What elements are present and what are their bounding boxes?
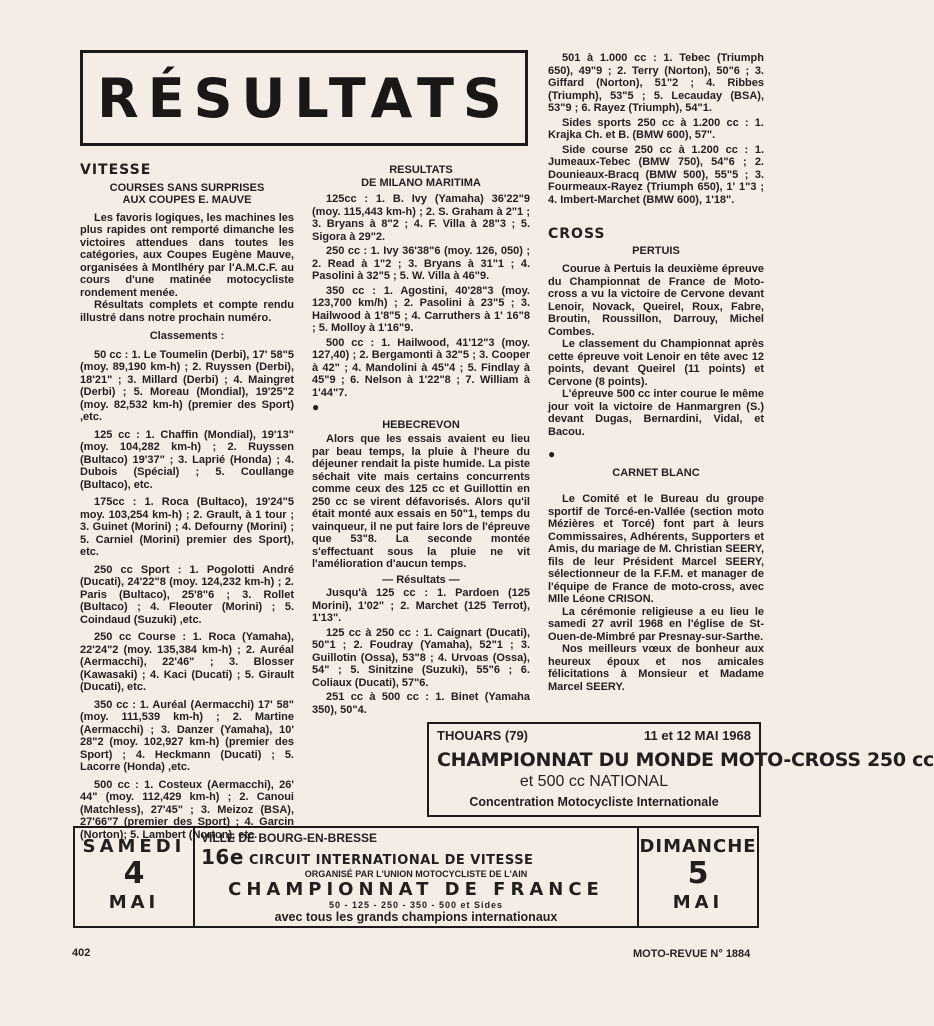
result-side-course: Side course 250 cc à 1.200 cc : 1. Jumeaux-Tebec (BMW 750), 54"6 ; 2. Dounieaux-Bracq (BMW 500), 55"5 ; 3. Fourmeaux-Rayez (Triumph 650), 1' 1"3 ; 4. Imbert-Marchet (BMW 600), 1'18".	[548, 143, 764, 206]
result-125cc: 125 cc : 1. Chaffin (Mondial), 19'13" (moy. 104,282 km-h) ; 2. Ruyssen (Bultaco) 19'37" ; 3. Laprié (Honda) ; 4. Dubois (Spécial) ; 5. Coullange (Bultaco), etc.	[80, 428, 294, 491]
ad-left-num: 4	[123, 856, 145, 891]
hebecrevon-text: Alors que les essais avaient eu lieu par beau temps, la pluie à l'heure du déjeuner rendait la piste humide. La piste séchait vite mais certains concurrents comme ceux des 125 cc et Guillottin en 250 cc se virent défavorisés. Alors qu'il était monté aux essais en 50"1, temps du vainqueur, il ne put faire lors de l'épreuve que 53"8. La seconde montée s'effectuant sous la pluie ne vit l'amélioration d'aucun temps.	[312, 433, 530, 570]
ad-thouars-title: CHAMPIONNAT DU MONDE MOTO-CROSS 250 cc	[437, 749, 934, 771]
hebecrevon-result-125: Jusqu'à 125 cc : 1. Pardoen (125 Morini), 1'02" ; 2. Marchet (125 Terrot), 1'13".	[312, 587, 530, 624]
ad-left-day: SAMEDI	[82, 836, 186, 857]
pertuis-p2: Le classement du Championnat après cette épreuve voit Lenoir en tête avec 12 points, devant Queirel (11 points) et Cervone (8 points).	[548, 338, 764, 388]
left-classements: Classements :	[149, 330, 225, 342]
pertuis-head: PERTUIS	[632, 244, 680, 257]
issue-number: MOTO-REVUE N° 1884	[633, 948, 751, 960]
result-500cc: 500 cc : 1. Costeux (Aermacchi), 26' 44" (moy. 112,429 km-h) ; 2. Canoui (Matchless), 27'45" ; 3. Meizoz (BSA), 27'66"7 (premier des Sport) ; 4. Garcin (Norton); 5. Lambert (Norton), etc.	[80, 778, 294, 841]
separator-dot: ●	[312, 400, 320, 414]
ad-thouars	[427, 722, 934, 817]
result-250cc-sport: 250 cc Sport : 1. Pogolotti André (Ducati), 24'22"8 (moy. 124,232 km-h) ; 2. Paris (Bultaco), 25'8"6 ; 3. Rollet (Bultaco) ; 4. Fleouter (Morini) ; 5. Coindaud (Suzuki) ,etc.	[80, 563, 294, 626]
title-box	[80, 50, 528, 146]
carnet-head: CARNET BLANC	[612, 466, 700, 479]
left-subtitle-2: AUX COUPES E. MAUVE	[122, 194, 252, 206]
result-250cc-course: 250 cc Course : 1. Roca (Yamaha), 22'24"2 (moy. 135,384 km-h) ; 2. Auréal (Aermacchi), 22'46" ; 3. Blosser (Kawasaki) ; 4. Kaci (Ducati) ; 5. Girault (Ducati), etc.	[80, 631, 294, 693]
right-column	[548, 52, 764, 693]
ad-left-date	[75, 828, 195, 926]
ad-avec: avec tous les grands champions internationaux	[274, 910, 558, 924]
hebecrevon-results-head: — Résultats —	[382, 573, 460, 586]
section-cross: CROSS	[548, 226, 606, 242]
page-title: RÉSULTATS	[97, 66, 511, 130]
ad-cyl: 50 - 125 - 250 - 350 - 500 et Sides	[328, 900, 504, 910]
ad-circuit-num: 16e	[201, 845, 244, 869]
left-intro: Les favoris logiques, les machines les plus rapides ont remporté dimanche les victoires attendues dans toutes les catégories, aux Coupes Eugène Mauve, organisées à Montlhéry par l'A.M.C.F. au cours d'une matinée motocycliste rondement menée.	[80, 211, 294, 299]
ad-right-month: MAI	[672, 892, 724, 913]
carnet-p2: La cérémonie religieuse a eu lieu le samedi 27 avril 1968 en l'église de St-Ouen-de-Mimbré par Presnay-sur-Sarthe.	[548, 605, 764, 643]
ad-right-num: 5	[687, 856, 709, 891]
carnet-p1: Le Comité et le Bureau du groupe sportif de Torcé-en-Vallée (section moto Mézières et Torcé) font part à leurs Commissaires, Adhérents, Supporters et Amis, du mariage de M. Christian SEERY, fils de leur Président Marcel SEERY, sélectionneur de la F.F.M. et manager de l'équipe de France de moto-cross, avec Mlle Léone CRISON.	[548, 493, 764, 605]
ad-center	[201, 831, 631, 924]
result-350cc: 350 cc : 1. Auréal (Aermacchi) 17' 58" (moy. 111,539 km-h) ; 2. Martine (Aermacchi) ; 3. Danzer (Yamaha), 10' 28"2 (moy. 102,927 km-h) (premier des Sport) ; 4. Heckmann (Ducati) ; 5. Lacorre (Honda) ,etc.	[80, 698, 294, 773]
ad-thouars-date: 11 et 12 MAI 1968	[644, 728, 751, 743]
ad-bourg	[73, 826, 759, 928]
milano-head-2: DE MILANO MARITIMA	[361, 176, 481, 189]
middle-column	[312, 164, 530, 718]
milano-250: 250 cc : 1. Ivy 36'38"6 (moy. 126, 050) ; 2. Read à 1"2 ; 3. Bryans à 31"1 ; 4. Pasolini à 32"5 ; 5. W. Villa à 46"9.	[312, 245, 530, 282]
ad-circuit-line	[201, 845, 631, 869]
pertuis-p1: Courue à Pertuis la deuxième épreuve du Championnat de France de Moto-cross a vu la victoire de Cervone devant Lenoir, Novack, Queirel, Roux, Fabre, Broutin, Roussillon, Darrouy, Michel Combes.	[548, 263, 764, 338]
ad-champ: CHAMPIONNAT DE FRANCE	[228, 879, 604, 900]
milano-125: 125cc : 1. B. Ivy (Yamaha) 36'22"9 (moy. 115,443 km-h) ; 2. S. Graham à 2"1 ; 3. Bryans à 8"2 ; 4. F. Villa à 28"3 ; 5. Sigora à 29"2.	[312, 193, 530, 243]
ad-right-day: DIMANCHE	[639, 836, 757, 857]
carnet-p3: Nos meilleurs vœux de bonheur aux heureux époux et nos amicales félicitations à Monsieur et Madame Marcel SEERY.	[548, 643, 764, 693]
page-number: 402	[72, 947, 91, 959]
separator-dot-right: ●	[548, 447, 556, 461]
ad-circuit: CIRCUIT INTERNATIONAL DE VITESSE	[248, 853, 534, 868]
result-50cc: 50 cc : 1. Le Toumelin (Derbi), 17' 58"5 (moy. 89,190 km-h) ; 2. Ruyssen (Derbi), 18'21" ; 3. Millard (Derbi) ; 4. Maingret (Derbi) ; 5. Moreau (Mondial), 19'25"2 (moy. 82,532 km-h) (premier des Sport) ,etc.	[80, 348, 294, 423]
milano-head-1: RESULTATS	[389, 164, 453, 176]
hebecrevon-head: HEBECREVON	[382, 418, 460, 431]
ad-right-date	[637, 828, 757, 926]
result-sides-sports: Sides sports 250 cc à 1.200 cc : 1. Krajka Ch. et B. (BMW 600), 57".	[548, 116, 764, 141]
ad-thouars-bottom: Concentration Motocycliste Internationale	[469, 795, 719, 809]
milano-500: 500 cc : 1. Hailwood, 41'12"3 (moy. 127,40) ; 2. Bergamonti à 32"5 ; 3. Cooper à 42" ; 4. Mandolini à 45"4 ; 5. Findlay à 45"9 ; 6. Nelson à 1'22"8 ; 7. William à 1'44"7.	[312, 336, 530, 399]
ad-thouars-sub: et 500 cc NATIONAL	[519, 773, 669, 790]
result-501-1000: 501 à 1.000 cc : 1. Tebec (Triumph 650), 49"9 ; 2. Terry (Norton), 50"6 ; 3. Giffard (Norton), 51"2 ; 4. Ribbes (Triumph), 53"5 ; 5. Lecauday (BSA), 53"9 ; 6. Rayez (Triumph), 54"1.	[548, 52, 764, 114]
section-vitesse: VITESSE	[80, 162, 152, 178]
left-intro-2: Résultats complets et compte rendu illustré dans notre prochain numéro.	[80, 299, 294, 324]
result-175cc: 175cc : 1. Roca (Bultaco), 19'24"5 moy. 103,254 km-h) ; 2. Grault, à 1 tour ; 3. Guinet (Morini) ; 4. Defourny (Morini) ; 5. Carniel (Morini) premier des Sport), etc.	[80, 496, 294, 558]
ad-org: ORGANISÉ PAR L'UNION MOTOCYCLISTE DE L'AIN	[304, 869, 528, 879]
pertuis-p3: L'épreuve 500 cc inter courue le même jour voit la victoire de Hanmargren (S.) devant Dugas, Bernardini, Vidal, et Bacou.	[548, 388, 764, 438]
milano-350: 350 cc : 1. Agostini, 40'28"3 (moy. 123,700 km/h) ; 2. Pasolini à 23"5 ; 3. Hailwood à 1'8"5 ; 4. Carruthers à 1' 16"8 ; 5. Molloy à 1'16"9.	[312, 284, 530, 334]
left-column	[80, 164, 294, 846]
left-subtitle-1: COURSES SANS SURPRISES	[109, 181, 265, 194]
ad-left-month: MAI	[108, 892, 160, 913]
hebecrevon-result-250: 125 cc à 250 cc : 1. Caignart (Ducati), 50"1 ; 2. Foudray (Yamaha), 52"1 ; 3. Guillotin (Ossa), 53"8 ; 4. Urvoas (Ossa), 54" ; 5. Sinitzine (Suzuki), 55"6 ; 6. Coliaux (Ducati), 57"6.	[312, 626, 530, 689]
ad-thouars-place: THOUARS (79)	[437, 728, 529, 743]
hebecrevon-result-500: 251 cc à 500 cc : 1. Binet (Yamaha 350), 50"4.	[312, 691, 530, 716]
ad-ville: VILLE DE BOURG-EN-BRESSE	[201, 831, 378, 845]
